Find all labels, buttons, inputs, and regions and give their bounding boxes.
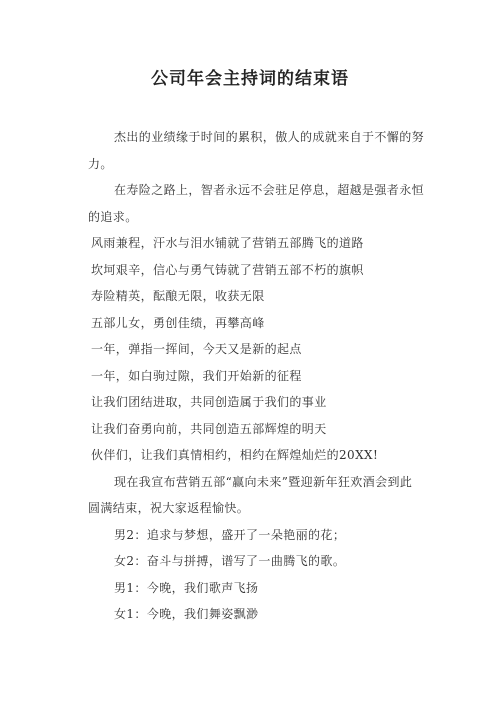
paragraph: 杰出的业绩缘于时间的累积，傲人的成就来自于不懈的努力。 (88, 130, 425, 171)
paragraph: 一年，如白驹过隙，我们开始新的征程 (91, 368, 302, 383)
paragraph: 在寿险之路上，智者永远不会驻足停息，超越是强者永恒的追求。 (88, 183, 425, 224)
document-title: 公司年会主持词的结束语 (151, 69, 349, 89)
paragraph: 五部儿女，勇创佳绩，再攀高峰 (91, 315, 265, 330)
dialogue-line: 女2：奋斗与拼搏，谱写了一曲腾飞的歌。 (114, 554, 346, 568)
paragraph: 让我们团结进取，共同创造属于我们的事业 (91, 395, 327, 409)
paragraph: 坎坷艰辛，信心与勇气铸就了营销五部不朽的旗帜 (91, 262, 364, 277)
dialogue-line: 女1：今晚，我们舞姿飘渺 (114, 607, 259, 621)
paragraph: 寿险精英，酝酿无限，收获无限 (91, 289, 265, 303)
paragraph: 伙伴们，让我们真情相约，相约在辉煌灿烂的20XX! (91, 448, 379, 462)
paragraph: 一年，弹指一挥间，今天又是新的起点 (91, 342, 302, 356)
dialogue-line: 男1：今晚，我们歌声飞扬 (114, 580, 259, 595)
dialogue-line: 男2：追求与梦想，盛开了一朵艳丽的花； (114, 527, 346, 542)
paragraph: 现在我宣布营销五部“赢向未来”暨迎新年狂欢酒会到此圆满结束，祝大家返程愉快。 (88, 474, 413, 515)
document-body (88, 124, 424, 628)
paragraph: 风雨兼程，汗水与泪水铺就了营销五部腾飞的道路 (91, 236, 364, 250)
paragraph: 让我们奋勇向前，共同创造五部辉煌的明天 (91, 421, 327, 436)
